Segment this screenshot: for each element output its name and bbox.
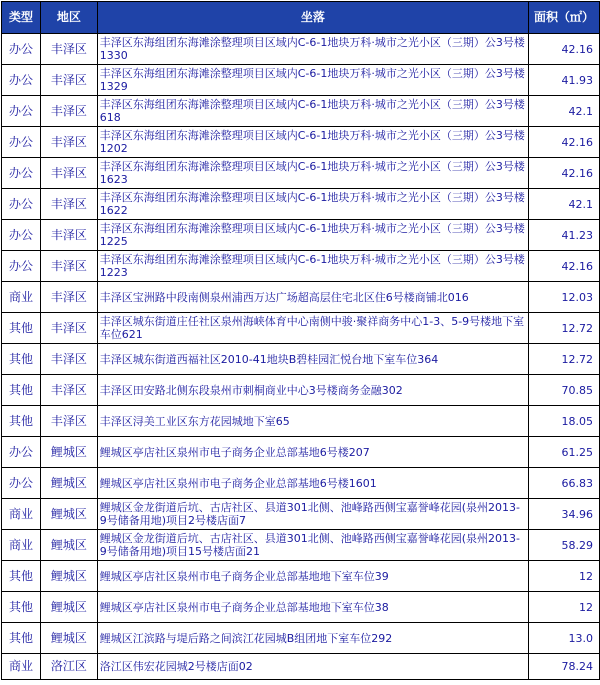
table-row xyxy=(2,654,600,680)
table-row xyxy=(2,282,600,313)
cell-district: 丰泽区 xyxy=(40,406,97,437)
cell-district: 鲤城区 xyxy=(40,561,97,592)
table-row xyxy=(2,592,600,623)
cell-size: 12.03 xyxy=(529,282,600,313)
header-location: 坐落 xyxy=(97,2,528,34)
cell-size: 41.93 xyxy=(529,65,600,96)
cell-location: 丰泽区城东街道庄任社区泉州海峡体育中心南侧中骏·聚祥商务中心1-3、5-9号楼地下室车位621 xyxy=(97,313,528,344)
cell-size: 12 xyxy=(529,561,600,592)
cell-size: 42.16 xyxy=(529,158,600,189)
cell-district: 丰泽区 xyxy=(40,344,97,375)
table-row xyxy=(2,499,600,530)
cell-size: 12.72 xyxy=(529,344,600,375)
cell-type: 其他 xyxy=(2,375,41,406)
cell-location: 丰泽区东海组团东海滩涂整理项目区域内C-6-1地块万科·城市之光小区（三期）公3号楼618 xyxy=(97,96,528,127)
table-row xyxy=(2,65,600,96)
property-table xyxy=(1,1,600,680)
cell-location: 丰泽区东海组团东海滩涂整理项目区域内C-6-1地块万科·城市之光小区（三期）公3号楼1223 xyxy=(97,251,528,282)
table-row xyxy=(2,96,600,127)
cell-type: 办公 xyxy=(2,34,41,65)
table-row xyxy=(2,344,600,375)
cell-location: 鲤城区江滨路与堤后路之间滨江花园城B组团地下室车位292 xyxy=(97,623,528,654)
table-body xyxy=(2,34,600,680)
cell-type: 商业 xyxy=(2,530,41,561)
cell-location: 丰泽区东海组团东海滩涂整理项目区域内C-6-1地块万科·城市之光小区（三期）公3号楼1622 xyxy=(97,189,528,220)
cell-location: 丰泽区东海组团东海滩涂整理项目区域内C-6-1地块万科·城市之光小区（三期）公3号楼1623 xyxy=(97,158,528,189)
table-row xyxy=(2,468,600,499)
table-row xyxy=(2,313,600,344)
cell-size: 42.1 xyxy=(529,96,600,127)
table-header-row xyxy=(2,2,600,34)
cell-type: 其他 xyxy=(2,623,41,654)
cell-size: 18.05 xyxy=(529,406,600,437)
cell-district: 鲤城区 xyxy=(40,530,97,561)
cell-district: 鲤城区 xyxy=(40,623,97,654)
cell-size: 78.24 xyxy=(529,654,600,680)
cell-size: 42.16 xyxy=(529,34,600,65)
table-row xyxy=(2,34,600,65)
cell-district: 鲤城区 xyxy=(40,468,97,499)
cell-location: 鲤城区亭店社区泉州市电子商务企业总部基地地下室车位38 xyxy=(97,592,528,623)
cell-location: 鲤城区亭店社区泉州市电子商务企业总部基地6号楼1601 xyxy=(97,468,528,499)
cell-type: 办公 xyxy=(2,96,41,127)
cell-location: 丰泽区东海组团东海滩涂整理项目区域内C-6-1地块万科·城市之光小区（三期）公3号楼1202 xyxy=(97,127,528,158)
table-row xyxy=(2,189,600,220)
cell-size: 12 xyxy=(529,592,600,623)
cell-type: 其他 xyxy=(2,561,41,592)
cell-type: 办公 xyxy=(2,220,41,251)
cell-location: 丰泽区浔美工业区东方花园城地下室65 xyxy=(97,406,528,437)
table-row xyxy=(2,530,600,561)
cell-district: 丰泽区 xyxy=(40,220,97,251)
cell-location: 丰泽区东海组团东海滩涂整理项目区域内C-6-1地块万科·城市之光小区（三期）公3号楼1329 xyxy=(97,65,528,96)
cell-district: 洛江区 xyxy=(40,654,97,680)
cell-type: 办公 xyxy=(2,65,41,96)
cell-district: 丰泽区 xyxy=(40,251,97,282)
cell-district: 鲤城区 xyxy=(40,437,97,468)
cell-type: 其他 xyxy=(2,406,41,437)
cell-type: 商业 xyxy=(2,499,41,530)
header-size: 面积（㎡） xyxy=(529,2,600,34)
cell-type: 商业 xyxy=(2,654,41,680)
cell-district: 丰泽区 xyxy=(40,189,97,220)
cell-district: 鲤城区 xyxy=(40,592,97,623)
table-row xyxy=(2,251,600,282)
cell-size: 42.16 xyxy=(529,127,600,158)
cell-size: 61.25 xyxy=(529,437,600,468)
cell-size: 58.29 xyxy=(529,530,600,561)
cell-district: 丰泽区 xyxy=(40,96,97,127)
cell-size: 66.83 xyxy=(529,468,600,499)
cell-district: 丰泽区 xyxy=(40,127,97,158)
cell-location: 丰泽区宝洲路中段南侧泉州浦西万达广场超高层住宅北区住6号楼商铺北016 xyxy=(97,282,528,313)
table-row xyxy=(2,623,600,654)
cell-type: 商业 xyxy=(2,282,41,313)
cell-size: 34.96 xyxy=(529,499,600,530)
cell-size: 13.0 xyxy=(529,623,600,654)
header-district: 地区 xyxy=(40,2,97,34)
cell-size: 41.23 xyxy=(529,220,600,251)
cell-location: 鲤城区亭店社区泉州市电子商务企业总部基地6号楼207 xyxy=(97,437,528,468)
cell-district: 丰泽区 xyxy=(40,65,97,96)
cell-size: 12.72 xyxy=(529,313,600,344)
cell-type: 办公 xyxy=(2,127,41,158)
cell-location: 丰泽区东海组团东海滩涂整理项目区域内C-6-1地块万科·城市之光小区（三期）公3号楼1225 xyxy=(97,220,528,251)
cell-district: 丰泽区 xyxy=(40,158,97,189)
cell-location: 鲤城区金龙街道后坑、古店社区、县道301北侧、池峰路西侧宝嘉誉峰花园(泉州2013-9号储备用地)项目2号楼店面7 xyxy=(97,499,528,530)
cell-location: 丰泽区东海组团东海滩涂整理项目区域内C-6-1地块万科·城市之光小区（三期）公3号楼1330 xyxy=(97,34,528,65)
cell-district: 丰泽区 xyxy=(40,34,97,65)
cell-location: 丰泽区田安路北侧东段泉州市刺桐商业中心3号楼商务金融302 xyxy=(97,375,528,406)
cell-type: 办公 xyxy=(2,468,41,499)
cell-location: 丰泽区城东街道西福社区2010-41地块B碧桂园汇悦台地下室车位364 xyxy=(97,344,528,375)
table-row xyxy=(2,561,600,592)
table-row xyxy=(2,375,600,406)
cell-size: 42.1 xyxy=(529,189,600,220)
cell-size: 42.16 xyxy=(529,251,600,282)
cell-district: 丰泽区 xyxy=(40,375,97,406)
cell-district: 鲤城区 xyxy=(40,499,97,530)
cell-type: 办公 xyxy=(2,158,41,189)
cell-location: 鲤城区金龙街道后坑、古店社区、县道301北侧、池峰路西侧宝嘉誉峰花园(泉州2013-9号储备用地)项目15号楼店面21 xyxy=(97,530,528,561)
table-row xyxy=(2,158,600,189)
cell-type: 办公 xyxy=(2,251,41,282)
cell-district: 丰泽区 xyxy=(40,313,97,344)
header-type: 类型 xyxy=(2,2,41,34)
table-row xyxy=(2,437,600,468)
cell-location: 鲤城区亭店社区泉州市电子商务企业总部基地地下室车位39 xyxy=(97,561,528,592)
cell-type: 办公 xyxy=(2,437,41,468)
cell-type: 其他 xyxy=(2,313,41,344)
cell-type: 办公 xyxy=(2,189,41,220)
cell-type: 其他 xyxy=(2,344,41,375)
cell-district: 丰泽区 xyxy=(40,282,97,313)
table-row xyxy=(2,220,600,251)
cell-location: 洛江区伟宏花园城2号楼店面02 xyxy=(97,654,528,680)
table-row xyxy=(2,127,600,158)
cell-type: 其他 xyxy=(2,592,41,623)
table-row xyxy=(2,406,600,437)
cell-size: 70.85 xyxy=(529,375,600,406)
